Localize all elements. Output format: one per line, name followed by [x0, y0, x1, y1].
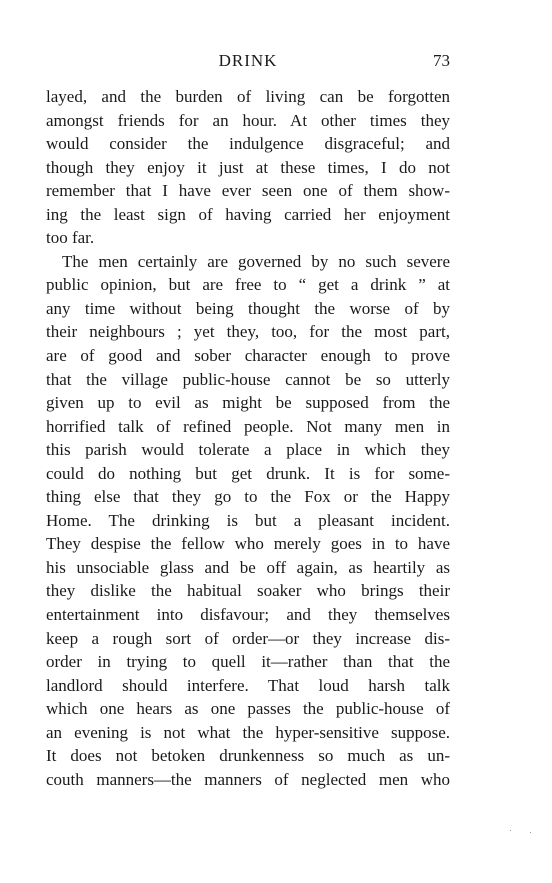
text-line: entertainment into disfavour; and they themselves	[46, 605, 450, 625]
text-line: ing the least sign of having carried her enjoyment	[46, 204, 450, 224]
running-head	[46, 51, 450, 75]
text-line: an evening is not what the hyper-sensitive suppose.	[46, 722, 450, 742]
text-line: any time without being thought the worse of by	[46, 298, 450, 318]
text-line: their neighbours ; yet they, too, for the most part,	[46, 322, 450, 342]
text-line: amongst friends for an hour. At other times they	[46, 110, 450, 130]
text-line: which one hears as one passes the public-house of	[46, 699, 450, 719]
text-line: layed, and the burden of living can be forgotten	[46, 87, 450, 106]
text-line: are of good and sober character enough to prove	[46, 346, 450, 366]
text-line: order in trying to quell it—rather than that the	[46, 652, 450, 672]
text-line: given up to evil as might be supposed from the	[46, 393, 450, 413]
text-line: they dislike the habitual soaker who brings their	[46, 581, 450, 601]
text-line: The men certainly are governed by no such severe	[62, 251, 450, 271]
scan-speck	[530, 832, 531, 833]
body-text	[46, 85, 450, 791]
text-line: couth manners—the manners of neglected men who	[46, 769, 450, 789]
text-line: that the village public-house cannot be so utterly	[46, 369, 450, 389]
text-line: though they enjoy it just at these times, I do not	[46, 157, 450, 177]
text-line: would consider the indulgence disgraceful; and	[46, 134, 450, 154]
text-line: this parish would tolerate a place in which they	[46, 440, 450, 460]
text-line: thing else that they go to the Fox or the Happy	[46, 487, 450, 507]
text-line: too far.	[46, 228, 95, 248]
text-line: horrified talk of refined people. Not many men in	[46, 416, 450, 436]
running-title: DRINK	[218, 51, 278, 70]
text-line: could do nothing but get drunk. It is for some-	[46, 463, 450, 483]
paragraph-1	[46, 85, 450, 250]
text-line: public opinion, but are free to “ get a drink ” at	[46, 275, 450, 295]
text-line: It does not betoken drunkenness so much as un-	[46, 746, 450, 766]
text-line: keep a rough sort of order—or they increase dis-	[46, 628, 450, 648]
scan-specks	[508, 828, 538, 834]
page-number: 73	[433, 51, 450, 70]
text-line: Home. The drinking is but a pleasant incident.	[46, 510, 450, 530]
text-line: landlord should interfere. That loud harsh talk	[46, 675, 450, 695]
text-line: remember that I have ever seen one of them show-	[46, 181, 450, 201]
scan-speck	[510, 830, 511, 831]
text-line: his unsociable glass and be off again, as heartily as	[46, 557, 450, 577]
paragraph-2	[46, 250, 450, 792]
text-line: They despise the fellow who merely goes in to have	[46, 534, 450, 554]
